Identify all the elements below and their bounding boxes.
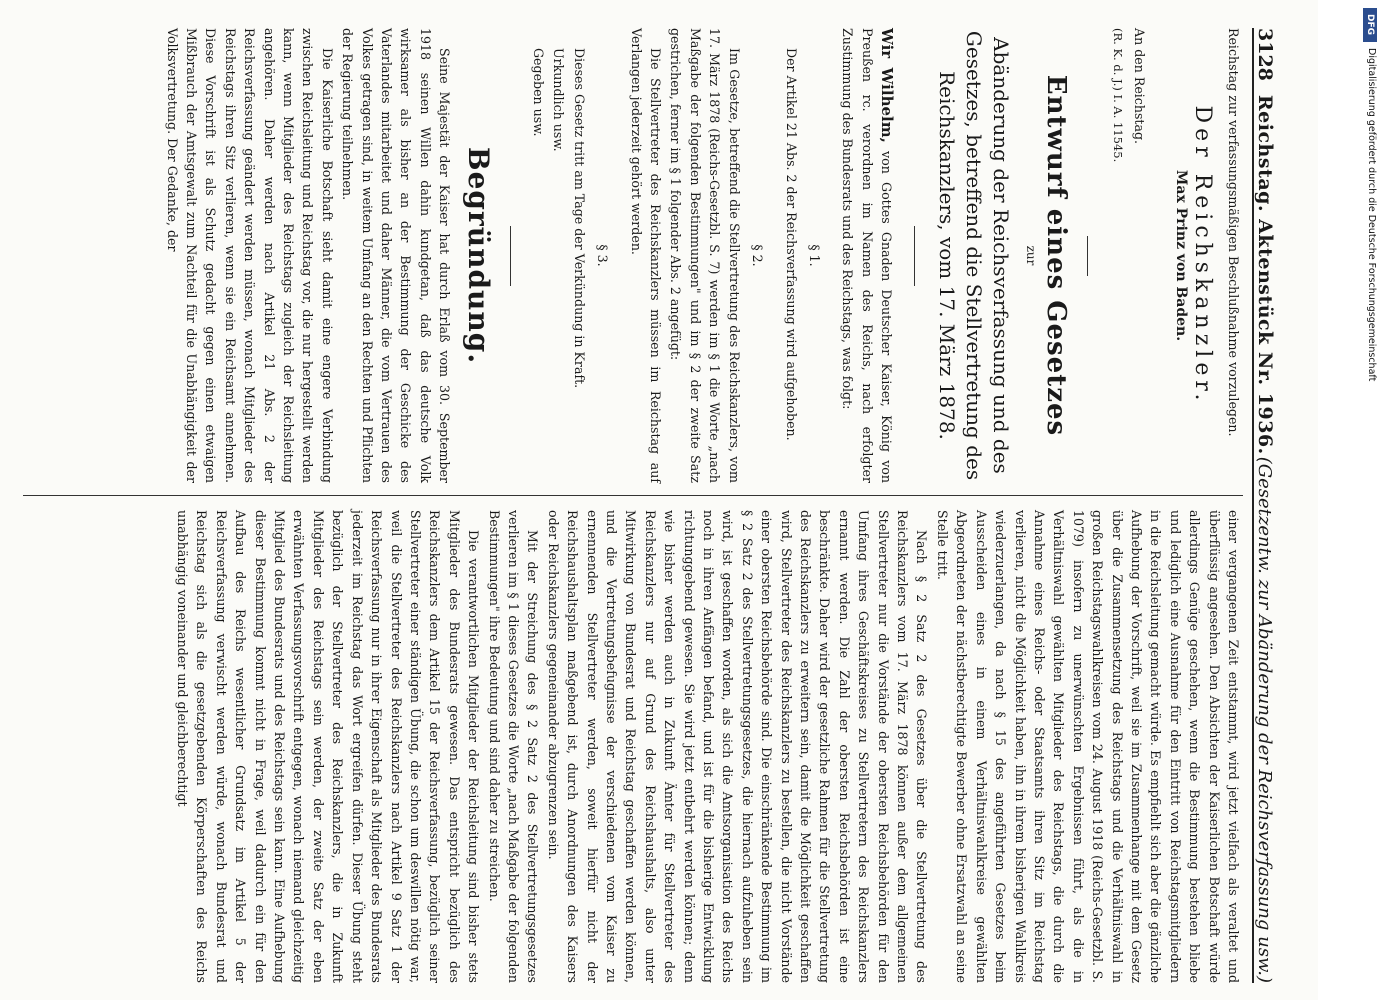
preamble-name: Wir Wilhelm, bbox=[878, 28, 897, 143]
section-2-text: Im Gesetze, betreffend die Stellvertretung des Reichskanzlers, vom 17. März 1878 (Reichs-Gesetzbl. S. 7) werden im § 1 die Worte „nach Maßgabe der folgenden Bestimmungen" und im § 2 der zweite Satz gestrichen, ferner im § 1 folgender Abs. 2 angefügt: bbox=[668, 28, 742, 483]
right-column bbox=[172, 510, 1243, 983]
draft-zur: zur bbox=[1023, 245, 1038, 266]
body-paragraph: Mit der Streichung des § 2 Satz 2 des Stellvertretungsgesetzes verlieren im § 1 dieses Gesetzes die Worte „nach Maßgabe der folgenden Bestimmungen" ihre Bedeutung und sind daher zu streichen. bbox=[486, 510, 541, 983]
dfg-margin-note bbox=[1363, 4, 1377, 1000]
draft-heading: Entwurf eines Gesetzes bbox=[1040, 74, 1071, 437]
body-paragraph: einer vergangenen Zeit entstammt, wird jetzt vielfach als veraltet und überflüssig angesehen. Den Absichten der Kaiserlichen Botschaft würde allerdings Genüge geschehen, wenn die Bestimmung bestehen bliebe und lediglich eine Ausnahme für den Eintritt von Reichstagsmitgliedern in die Reichsleitung gemacht würde. Es empfiehlt sich aber die gänzliche Aufhebung der Vorschrift, weil sie im Zusammenhange mit dem Gesetz über die Zusammensetzung des Reichstags und die Verhältniswahl in großen Reichstagswahlkreisen vom 24. August 1918 (Reichs-Gesetzbl. S. 1079) insofern zu unerwünschten Ergebnissen führt, als die in Verhältniswahl gewählten Mitglieder des Reichstags, die durch die Annahme eines Reichs- oder Staatsamts ihren Sitz im Reichstag verlieren, nicht die Möglichkeit haben, ihn in ihrem bisherigen Wahlkreis wiederzuerlangen, da nach § 15 des angeführten Gesetzes beim Ausscheiden eines in einem Verhältniswahlkreise gewählten Abgeordneten der nächstberechtigte Bewerber ohne Ersatzwahl an seine Stelle tritt. bbox=[934, 510, 1241, 983]
intro-text: Reichstag zur verfassungsmäßigen Beschlußnahme vorzulegen. bbox=[1226, 28, 1241, 437]
column-divider bbox=[23, 495, 1243, 496]
section-3-text: Dieses Gesetz tritt am Tage der Verkündung in Kraft. bbox=[571, 48, 587, 389]
begruendung-paragraph: Seine Majestät der Kaiser hat durch Erlaß vom 30. September 1918 seinen Willen dahin kundgetan, daß das deutsche Volk wirksamer als bisher an der Bestimmung der Geschicke des Vaterlandes mitarbeitet und daher Männer, die vom Vertrauen des Volkes getragen sind, in weitem Umfang an den Rechten und Pflichten der Regierung teilnehmen. bbox=[340, 28, 453, 483]
running-head bbox=[1252, 28, 1290, 983]
header-subtitle: (Gesetzentw. zur Abänderung der Reichsverfassung usw.) bbox=[1254, 456, 1275, 983]
dfg-credit-text: Digitalisierung gefördert durch die Deutsche Forschungsgemeinschaft bbox=[1366, 48, 1377, 382]
divider-rule bbox=[914, 226, 915, 286]
begruendung-heading: Begründung. bbox=[461, 146, 495, 365]
law-title: Abänderung der Reichsverfassung und des Gesetzes, betreffend die Stellvertretung des Reichskanzlers, vom 17. März 1878. bbox=[935, 30, 1014, 481]
header-title: Reichstag. Aktenstück Nr. 1936. bbox=[1254, 94, 1276, 455]
section-2-quote: Die Stellvertreter des Reichskanzlers müssen im Reichstag auf Verlangen jederzeit gehört werden. bbox=[628, 28, 664, 483]
gegeben: Gegeben usw. bbox=[531, 48, 547, 137]
left-column bbox=[161, 28, 1243, 483]
preamble-text: von Gottes Gnaden Deutscher Kaiser, König von Preußen rc. verordnen im Namen des Reichs, nach erfolgter Zustimmung des Bundesrats und des Reichstags, was folgt: bbox=[840, 28, 895, 483]
section-2-label: § 2. bbox=[750, 244, 766, 267]
body-paragraph: Die verantwortlichen Mitglieder der Reichsleitung sind bisher stets Mitglieder des Bundesrats gewesen. Das entspricht bezüglich des Reichskanzlers dem Artikel 15 der Reichsverfassung, bezüglich seiner Stellvertreter einer ständigen Übung, die schon um deswillen nötig war, weil die Stellvertreter des Reichskanzlers nach Artikel 9 Satz 1 der Reichsverfassung nur in ihrer Eigenschaft als Mitglieder des Bundesrats jederzeit im Reichstag das Wort ergreifen dürfen. Dieser Übung steht bezüglich der Stellvertreter des Reichskanzlers, die in Zukunft Mitglieder des Reichstags sein werden, der zweite Satz der eben erwähnten Verfassungsvorschrift entgegen, wonach niemand gleichzeitig Mitglied des Bundesrats und des Reichstags sein kann. Eine Aufhebung dieser Bestimmung kommt nicht in Frage, weil dadurch ein für den Aufbau des Reichs wesentlicher Grundsatz im Artikel 5 der Reichsverfassung verwischt werden würde, wonach Bundesrat und Reichstag sich als die gesetzgebenden Körperschaften des Reichs unabhängig voneinander und gleichberechtigt bbox=[175, 510, 482, 983]
section-3-label: § 3. bbox=[595, 244, 611, 267]
signature-title: Der Reichskanzler. bbox=[1189, 105, 1215, 406]
divider-rule bbox=[1087, 236, 1088, 276]
begruendung-paragraph: Die Kaiserliche Botschaft sieht damit eine engere Verbindung zwischen Reichsleitung und Reichstag vor, die nur hergestellt werden kann, wenn Mitglieder des Reichstags zugleich der Reichsleitung angehören. Daher werden nach Artikel 21 Abs. 2 der Reichsverfassung geändert werden müssen, wonach Mitglieder des Reichstags ihren Sitz verlieren, wenn sie ein Reichsamt annehmen. Diese Vorschrift ist als Schutz gedacht gegen einen etwaigen Mißbrauch der Amtsgewalt zum Nachteil für die Unabhängigkeit der Volksvertretung. Der Gedanke, der bbox=[164, 28, 335, 483]
addressee: An den Reichstag. bbox=[1131, 28, 1147, 145]
body-paragraph: Nach § 2 Satz 2 des Gesetzes über die Stellvertretung des Reichskanzlers vom 17. März 1878 können außer dem allgemeinen Stellvertreter nur die Vorstände der obersten Reichsbehörden für den Umfang ihres Geschäftskreises zu Stellvertretern des Reichskanzlers ernannt werden. Die Zahl der obersten Reichsbehörden ist eine beschränkte. Daher wird der gesetzliche Rahmen für die Stellvertretung des Reichskanzlers zu erweitern sein, damit die Möglichkeit geschaffen wird, Stellvertreter des Reichskanzlers zu bestellen, die nicht Vorstände einer obersten Reichsbehörde sind. Die einschränkende Bestimmung im § 2 Satz 2 des Stellvertretungsgesetzes, die hiernach aufzuheben sein wird, ist geschaffen worden, als sich die Amtsorganisation des Reichs noch in ihren Anfängen befand, und ist für die bisherige Entwicklung richtunggebend gewesen. Sie wird jetzt entbehrt werden können; denn wie bisher werden auch in Zukunft Ämter für Stellvertreter des Reichskanzlers nur auf Grund des Reichshaushalts, also unter Mitwirkung von Bundesrat und Reichstag geschaffen werden können, und die Vertretungsbefugnisse der verschiedenen vom Kaiser zu ernennenden Stellvertreter werden, soweit hierfür nicht der Reichshaushaltsplan maßgebend ist, durch Anordnungen des Kaisers oder Reichskanzlers gegeneinander abzugrenzen sein. bbox=[545, 510, 930, 983]
page-number: 3128 bbox=[1254, 28, 1276, 81]
divider-rule bbox=[510, 226, 511, 286]
section-1-text: Der Artikel 21 Abs. 2 der Reichsverfassung wird aufgehoben. bbox=[783, 48, 799, 441]
section-1-label: § 1. bbox=[806, 244, 822, 267]
reference-number: (R. K. d. J.) I. A. 11545. bbox=[1111, 28, 1126, 163]
signature-name: Max Prinz von Baden. bbox=[1173, 169, 1190, 342]
urkundlich: Urkundlich usw. bbox=[551, 48, 567, 152]
preamble bbox=[838, 28, 896, 483]
dfg-logo: DFG bbox=[1363, 8, 1377, 42]
